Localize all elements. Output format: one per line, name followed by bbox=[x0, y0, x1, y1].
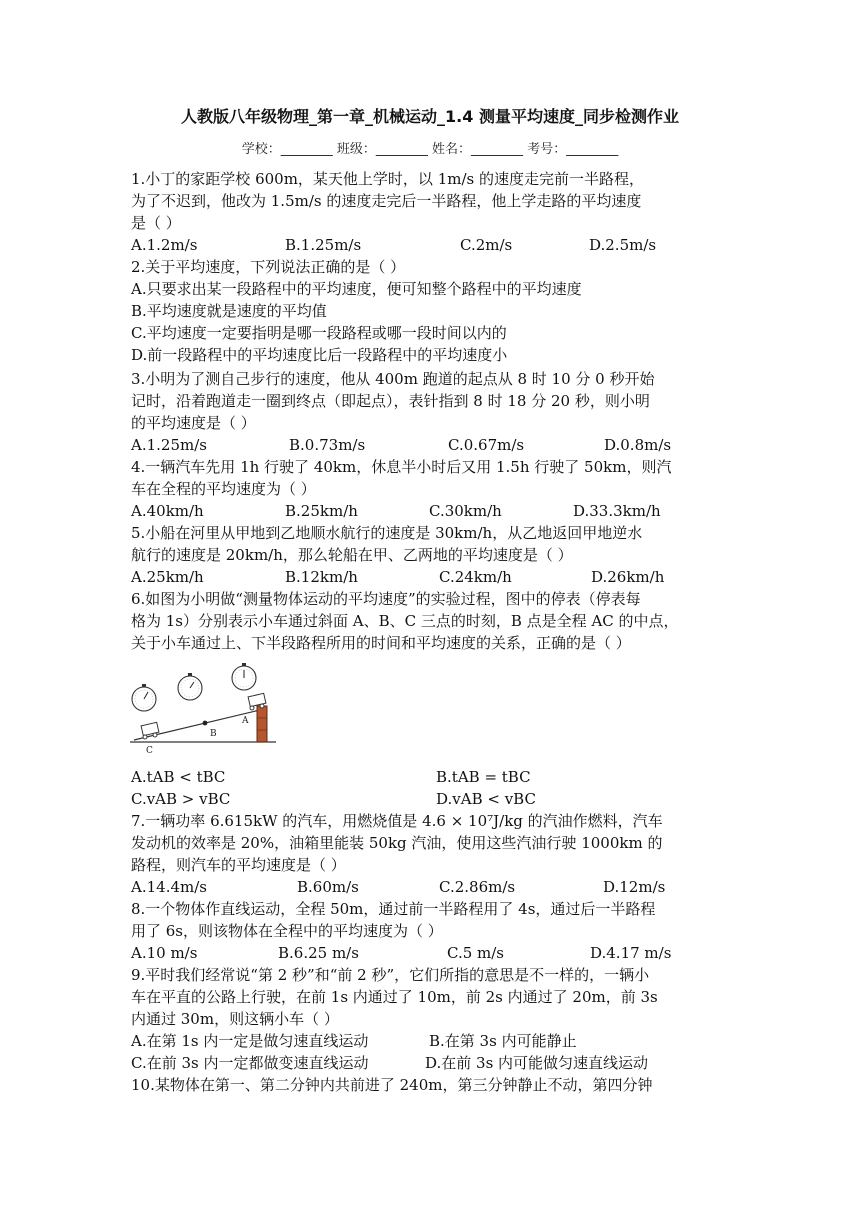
question-8-line-1: 8.一个物体作直线运动，全程 50m，通过前一半路程用了 4s，通过后一半路程 bbox=[131, 900, 656, 918]
question-8-line-2: 用了 6s，则该物体在全程中的平均速度为（ ） bbox=[131, 922, 443, 940]
student-info-line: 学校：________ 班级：________ 姓名：________ 考号：________ bbox=[241, 142, 619, 157]
question-10-line-1: 10.某物体在第一、第二分钟内共前进了 240m，第三分钟静止不动，第四分钟 bbox=[131, 1076, 653, 1094]
question-3-line-3: 的平均速度是（ ） bbox=[131, 414, 256, 432]
question-4-options bbox=[131, 500, 731, 522]
q6-option-b[interactable]: B.tAB = tBC bbox=[436, 768, 531, 786]
question-3-line-2: 记时，沿着跑道走一圈到终点（即起点），表针指到 8 时 18 分 20 秒，则小明 bbox=[131, 392, 650, 410]
q5-option-a[interactable]: A.25km/h bbox=[131, 568, 204, 586]
stopwatch-icon-a bbox=[232, 663, 256, 690]
question-7-line-1: 7.一辆功率 6.615kW 的汽车，用燃烧值是 4.6 × 10⁷J/kg 的汽油作燃料，汽车 bbox=[131, 812, 663, 830]
q8-option-d[interactable]: D.4.17 m/s bbox=[590, 944, 672, 962]
q7-option-c[interactable]: C.2.86m/s bbox=[439, 878, 516, 896]
q4-option-a[interactable]: A.40km/h bbox=[131, 502, 204, 520]
q6-option-d[interactable]: D.vAB < vBC bbox=[436, 790, 536, 808]
q2-option-d[interactable]: D.前一段路程中的平均速度比后一段路程中的平均速度小 bbox=[131, 346, 508, 364]
q8-option-a[interactable]: A.10 m/s bbox=[131, 944, 198, 962]
worksheet-title: 人教版八年级物理_第一章_机械运动_1.4 测量平均速度_同步检测作业 bbox=[181, 107, 679, 126]
stopwatch-icon-b bbox=[178, 673, 202, 700]
q9-option-b[interactable]: B.在第 3s 内可能静止 bbox=[429, 1032, 577, 1050]
q2-option-c[interactable]: C.平均速度一定要指明是哪一段路程或哪一段时间以内的 bbox=[131, 324, 507, 342]
question-1-options bbox=[131, 234, 731, 256]
q5-option-d[interactable]: D.26km/h bbox=[591, 568, 665, 586]
question-3-line-1: 3.小明为了测自己步行的速度，他从 400m 跑道的起点从 8 时 10 分 0 秒开始 bbox=[131, 370, 655, 388]
q1-option-a[interactable]: A.1.2m/s bbox=[131, 236, 198, 254]
question-1-line-3: 是（ ） bbox=[131, 214, 181, 232]
q3-option-c[interactable]: C.0.67m/s bbox=[448, 436, 525, 454]
figure-label-b: B bbox=[210, 729, 217, 739]
q8-option-b[interactable]: B.6.25 m/s bbox=[278, 944, 359, 962]
q4-option-b[interactable]: B.25km/h bbox=[285, 502, 358, 520]
q7-option-d[interactable]: D.12m/s bbox=[603, 878, 666, 896]
q9-option-a[interactable]: A.在第 1s 内一定是做匀速直线运动 bbox=[131, 1032, 369, 1050]
q1-option-b[interactable]: B.1.25m/s bbox=[285, 236, 362, 254]
q3-option-a[interactable]: A.1.25m/s bbox=[131, 436, 207, 454]
question-4-line-2: 车在全程的平均速度为（ ） bbox=[131, 480, 316, 498]
q1-option-c[interactable]: C.2m/s bbox=[460, 236, 513, 254]
figure-label-a: A bbox=[242, 716, 249, 726]
question-3-options bbox=[131, 434, 731, 456]
q9-option-d[interactable]: D.在前 3s 内可能做匀速直线运动 bbox=[425, 1054, 649, 1072]
question-9-line-1: 9.平时我们经常说“第 2 秒”和“前 2 秒”，它们所指的意思是不一样的，一辆小 bbox=[131, 966, 650, 984]
question-1-line-2: 为了不迟到，他改为 1.5m/s 的速度走完后一半路程，他上学走路的平均速度 bbox=[131, 192, 642, 210]
q3-option-b[interactable]: B.0.73m/s bbox=[289, 436, 366, 454]
question-7-line-2: 发动机的效率是 20%，油箱里能装 50kg 汽油，使用这些汽油行驶 1000km 的 bbox=[131, 834, 663, 852]
question-7-line-3: 路程，则汽车的平均速度是（ ） bbox=[131, 856, 346, 874]
incline-experiment-figure bbox=[128, 660, 278, 760]
q7-option-a[interactable]: A.14.4m/s bbox=[131, 878, 207, 896]
q7-option-b[interactable]: B.60m/s bbox=[297, 878, 359, 896]
q3-option-d[interactable]: D.0.8m/s bbox=[604, 436, 672, 454]
question-9-line-2: 车在平直的公路上行驶，在前 1s 内通过了 10m，前 2s 内通过了 20m，前 3s bbox=[131, 988, 658, 1006]
question-8-options bbox=[131, 942, 731, 964]
q6-option-c[interactable]: C.vAB > vBC bbox=[131, 790, 231, 808]
q9-option-c[interactable]: C.在前 3s 内一定都做变速直线运动 bbox=[131, 1054, 369, 1072]
question-9-options-row-1 bbox=[131, 1030, 731, 1052]
q1-option-d[interactable]: D.2.5m/s bbox=[589, 236, 657, 254]
q4-option-d[interactable]: D.33.3km/h bbox=[573, 502, 661, 520]
q2-option-b[interactable]: B.平均速度就是速度的平均值 bbox=[131, 302, 327, 320]
question-5-line-1: 5.小船在河里从甲地到乙地顺水航行的速度是 30km/h，从乙地返回甲地逆水 bbox=[131, 524, 643, 542]
q8-option-c[interactable]: C.5 m/s bbox=[447, 944, 504, 962]
q5-option-c[interactable]: C.24km/h bbox=[439, 568, 512, 586]
question-5-line-2: 航行的速度是 20km/h，那么轮船在甲、乙两地的平均速度是（ ） bbox=[131, 546, 573, 564]
question-6-line-2: 格为 1s）分别表示小车通过斜面 A、B、C 三点的时刻，B 点是全程 AC 的中点， bbox=[131, 612, 679, 630]
question-2-line-1: 2.关于平均速度，下列说法正确的是（ ） bbox=[131, 258, 406, 276]
question-6-options-row-2 bbox=[131, 788, 731, 810]
question-6-line-3: 关于小车通过上、下半段路程所用的时间和平均速度的关系，正确的是（ ） bbox=[131, 634, 631, 652]
question-4-line-1: 4.一辆汽车先用 1h 行驶了 40km，休息半小时后又用 1.5h 行驶了 50km，则汽 bbox=[131, 458, 672, 476]
question-5-options bbox=[131, 566, 731, 588]
q4-option-c[interactable]: C.30km/h bbox=[429, 502, 502, 520]
question-6-options-row-1 bbox=[131, 766, 731, 788]
q5-option-b[interactable]: B.12km/h bbox=[285, 568, 358, 586]
q6-option-a[interactable]: A.tAB < tBC bbox=[131, 768, 226, 786]
question-7-options bbox=[131, 876, 731, 898]
question-6-line-1: 6.如图为小明做“测量物体运动的平均速度”的实验过程，图中的停表（停表每 bbox=[131, 590, 641, 608]
question-9-options-row-2 bbox=[131, 1052, 731, 1074]
figure-label-c: C bbox=[146, 746, 153, 756]
question-9-line-3: 内通过 30m，则这辆小车（ ） bbox=[131, 1010, 339, 1028]
q2-option-a[interactable]: A.只要求出某一段路程中的平均速度，便可知整个路程中的平均速度 bbox=[131, 280, 582, 298]
question-1-line-1: 1.小丁的家距学校 600m，某天他上学时，以 1m/s 的速度走完前一半路程， bbox=[131, 170, 644, 188]
stopwatch-icon-c bbox=[132, 684, 156, 711]
